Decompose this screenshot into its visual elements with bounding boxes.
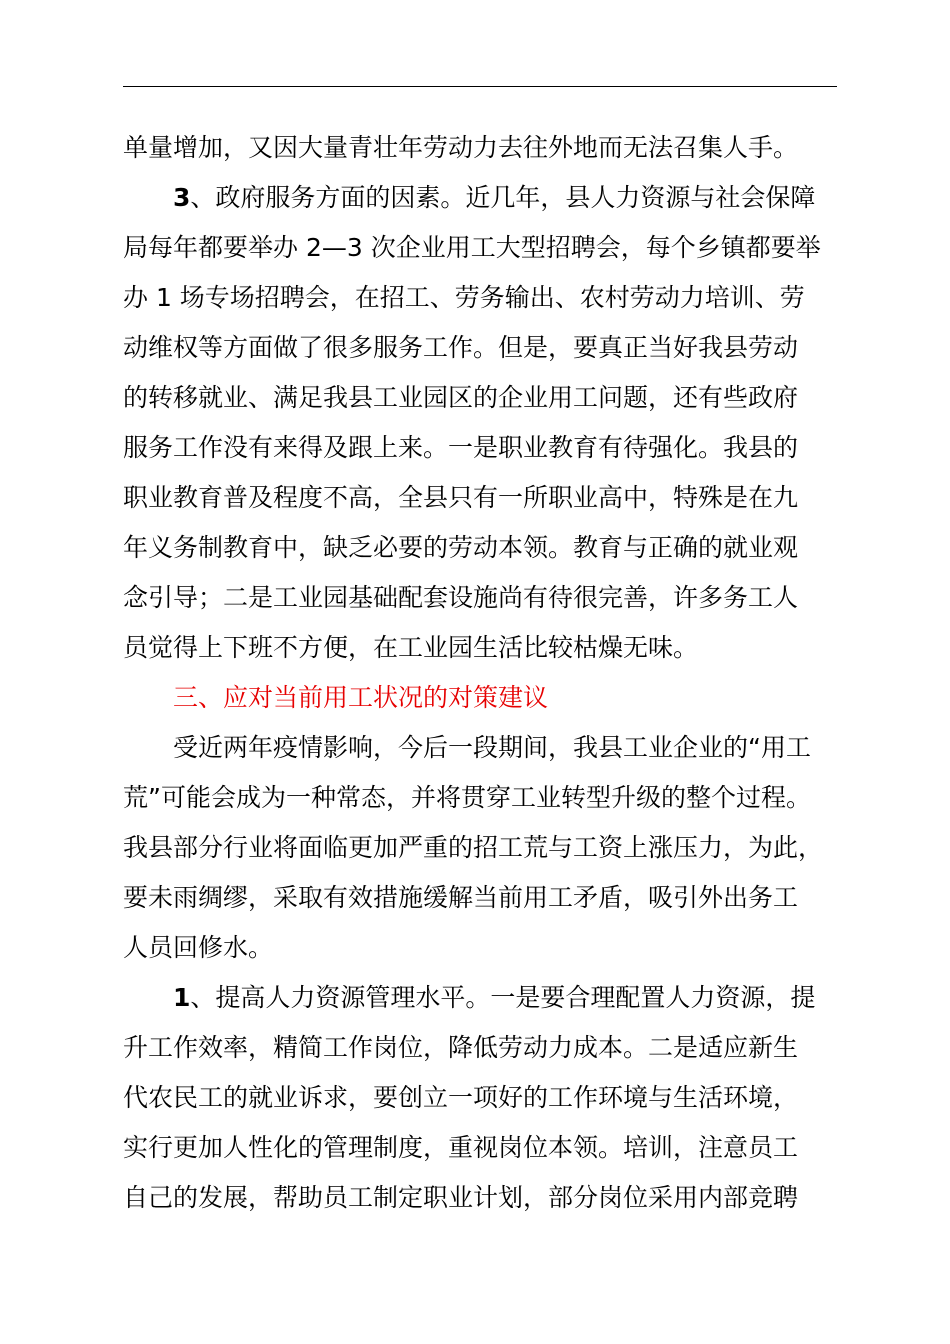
paragraph-line [173, 182, 815, 214]
paragraph-line: 实行更加人性化的管理制度，重视岗位本领。培训，注意员工 [123, 1133, 799, 1162]
section-heading: 三、应对当前用工状况的对策建议 [173, 683, 549, 712]
list-number: 3 [173, 183, 191, 212]
paragraph-line: 服务工作没有来得及跟上来。一是职业教育有待强化。我县的 [123, 433, 799, 462]
paragraph-line: 局每年都要举办 2—3 次企业用工大型招聘会，每个乡镇都要举 [123, 233, 821, 262]
paragraph-line: 动维权等方面做了很多服务工作。但是，要真正当好我县劳动 [123, 333, 799, 362]
paragraph-line: 的转移就业、满足我县工业园区的企业用工问题，还有些政府 [123, 383, 799, 412]
paragraph-line: 我县部分行业将面临更加严重的招工荒与工资上涨压力，为此， [123, 833, 824, 862]
paragraph-line: 单量增加，又因大量青壮年劳动力去往外地而无法召集人手。 [123, 133, 799, 162]
paragraph-line: 职业教育普及程度不高，全县只有一所职业高中，特殊是在九 [123, 483, 799, 512]
paragraph-line: 升工作效率，精简工作岗位，降低劳动力成本。二是适应新生 [123, 1033, 799, 1062]
paragraph-line: 员觉得上下班不方便，在工业园生活比较枯燥无味。 [123, 633, 699, 662]
paragraph-line: 荒”可能会成为一种常态，并将贯穿工业转型升级的整个过程。 [123, 783, 811, 812]
paragraph-line: 年义务制教育中，缺乏必要的劳动本领。教育与正确的就业观 [123, 533, 799, 562]
list-number: 1 [173, 983, 191, 1012]
paragraph-line: 受近两年疫情影响，今后一段期间，我县工业企业的“用工 [173, 733, 811, 762]
paragraph-line: 要未雨绸缪，采取有效措施缓解当前用工矛盾，吸引外出务工 [123, 883, 799, 912]
paragraph-line: 代农民工的就业诉求，要创立一项好的工作环境与生活环境， [123, 1083, 799, 1112]
paragraph-line: 自己的发展，帮助员工制定职业计划，部分岗位采用内部竞聘 [123, 1183, 799, 1212]
paragraph-line: 办 1 场专场招聘会，在招工、劳务输出、农村劳动力培训、劳 [123, 283, 805, 312]
line-text: 、政府服务方面的因素。近几年，县人力资源与社会保障 [190, 183, 816, 212]
header-rule [123, 86, 837, 87]
line-text: 、提高人力资源管理水平。一是要合理配置人力资源，提 [190, 983, 816, 1012]
paragraph-line: 念引导；二是工业园基础配套设施尚有待很完善，许多务工人 [123, 583, 799, 612]
paragraph-line [173, 982, 815, 1014]
paragraph-line: 人员回修水。 [123, 933, 274, 962]
